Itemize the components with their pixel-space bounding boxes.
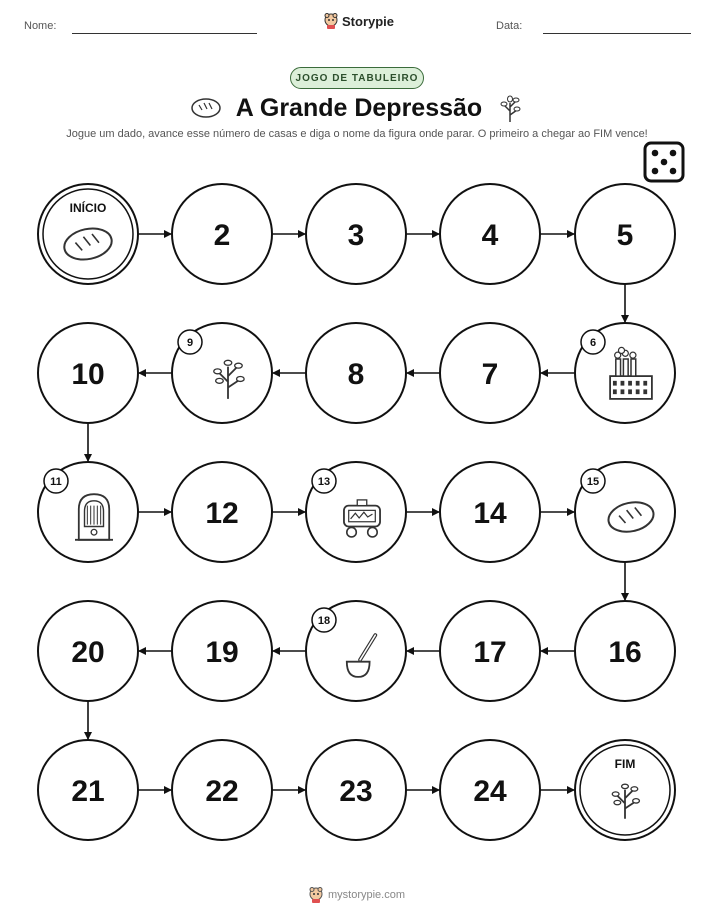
space-number-badge: 15 — [586, 476, 600, 488]
start-label: INÍCIO — [69, 201, 107, 215]
board-space-2[interactable] — [172, 184, 272, 284]
space-number: 20 — [71, 636, 105, 669]
space-number: 4 — [481, 219, 499, 252]
space-number: 22 — [205, 775, 239, 808]
board-space-16[interactable] — [575, 601, 675, 701]
space-number: 19 — [205, 636, 239, 669]
board-space-23[interactable] — [306, 740, 406, 840]
radio-icon — [75, 494, 113, 540]
board-space-18[interactable] — [306, 601, 406, 701]
space-number: 5 — [616, 219, 634, 252]
board-space-22[interactable] — [172, 740, 272, 840]
footer-url: mystorypie.com — [327, 889, 406, 901]
board-space-20[interactable] — [38, 601, 138, 701]
board-space-17[interactable] — [440, 601, 540, 701]
space-number-badge: 9 — [186, 337, 194, 349]
board-space-8[interactable] — [306, 323, 406, 423]
board-space-1[interactable] — [38, 184, 138, 284]
space-number: 16 — [608, 636, 642, 669]
date-label: Data: — [496, 20, 523, 32]
space-number: 10 — [71, 358, 105, 391]
board-space-14[interactable] — [440, 462, 540, 562]
game-type-badge: JOGO DE TABULEIRO — [290, 67, 424, 89]
board-space-5[interactable] — [575, 184, 675, 284]
board-space-4[interactable] — [440, 184, 540, 284]
name-label: Nome: — [24, 20, 57, 32]
board-space-15[interactable] — [575, 462, 675, 562]
space-number: 17 — [473, 636, 507, 669]
brand-name: Storypie — [342, 13, 395, 29]
storypie-mascot-icon — [309, 887, 323, 903]
board-space-9[interactable] — [172, 323, 272, 423]
board-space-13[interactable] — [306, 462, 406, 562]
space-number: 3 — [347, 219, 365, 252]
space-number-badge: 11 — [50, 476, 62, 488]
end-label: FIM — [614, 757, 636, 771]
space-number: 7 — [481, 358, 499, 391]
board-space-3[interactable] — [306, 184, 406, 284]
instructions: Jogue um dado, avance esse número de casas e diga o nome da figura onde parar. O primeiro a chegar ao FIM vence! — [66, 128, 648, 140]
space-number: 23 — [339, 775, 373, 808]
space-number: 2 — [213, 219, 231, 252]
space-number-badge: 18 — [317, 615, 331, 627]
board-space-11[interactable] — [38, 462, 138, 562]
space-number: 8 — [347, 358, 365, 391]
board-space-19[interactable] — [172, 601, 272, 701]
space-number-badge: 13 — [317, 476, 331, 488]
footer — [0, 887, 714, 903]
board-space-25[interactable] — [575, 740, 675, 840]
space-number-badge: 6 — [589, 337, 597, 349]
space-number: 24 — [473, 775, 507, 808]
board-space-24[interactable] — [440, 740, 540, 840]
board-space-10[interactable] — [38, 323, 138, 423]
space-number: 12 — [205, 497, 239, 530]
page-title: A Grande Depressão — [235, 93, 483, 122]
board-space-12[interactable] — [172, 462, 272, 562]
space-number: 14 — [473, 497, 507, 530]
space-number: 21 — [71, 775, 105, 808]
board-space-21[interactable] — [38, 740, 138, 840]
board-space-6[interactable] — [575, 323, 675, 423]
board-space-7[interactable] — [440, 323, 540, 423]
